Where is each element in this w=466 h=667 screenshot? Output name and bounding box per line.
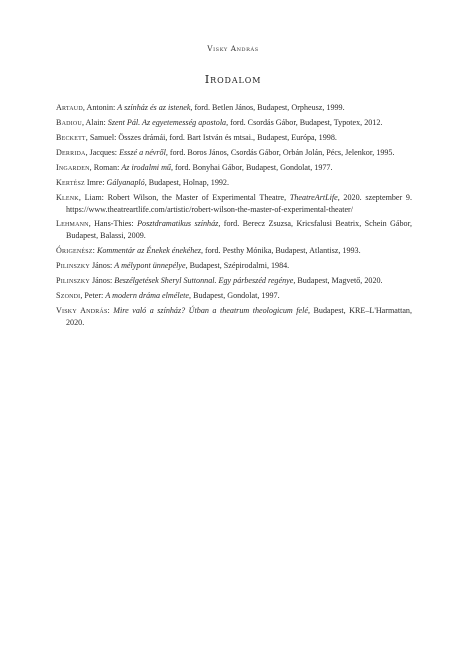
entry-given: János: bbox=[89, 276, 115, 286]
entry-author: Klenk bbox=[56, 192, 79, 202]
entry-given: , Jacques: bbox=[85, 147, 120, 157]
entry-author: Derrida bbox=[56, 147, 86, 157]
entry-rest: , Budapest, KRE–L'Harmattan, 2020. bbox=[66, 306, 412, 327]
entry-title: A színház és az istenek bbox=[117, 103, 191, 112]
entry-rest: , ford. Berecz Zsuzsa, Kricsfalusi Beatrix, Schein Gábor, Budapest, Balassi, 2009. bbox=[66, 219, 412, 241]
entry-author: Visky András bbox=[56, 306, 108, 315]
bibliography-entry bbox=[56, 275, 412, 287]
entry-rest: , Budapest, Holnap, 1992. bbox=[144, 177, 229, 187]
entry-title: Beszélgetések Sheryl Suttonnal. Egy párbeszéd regénye bbox=[114, 276, 294, 286]
bibliography-entry bbox=[56, 245, 412, 257]
entry-author: Beckett bbox=[56, 132, 86, 142]
bibliography-entry bbox=[56, 218, 412, 241]
entry-author: Kertész bbox=[56, 177, 85, 187]
entry-given: Imre: bbox=[84, 177, 107, 187]
entry-rest: , ford. Bonyhai Gábor, Budapest, Gondolat, 1977. bbox=[170, 162, 333, 172]
entry-rest: Robert Wilson, the Master of Experimental Theatre, bbox=[107, 192, 290, 202]
entry-author: Artaud bbox=[56, 103, 83, 112]
entry-given: : bbox=[107, 306, 114, 315]
entry-rest: , ford. Boros János, Csordás Gábor, Orbán Jolán, Pécs, Jelenkor, 1995. bbox=[165, 147, 395, 157]
running-head: Visky András bbox=[207, 44, 259, 53]
bibliography-entry bbox=[56, 102, 412, 114]
entry-author: Pilinszky bbox=[56, 261, 90, 271]
entry-author: Ingarden bbox=[56, 162, 90, 172]
bibliography-entry bbox=[56, 132, 412, 144]
entry-title: Kommentár az Énekek énekéhez bbox=[96, 246, 201, 256]
entry-title: Mire való a színház? Útban a theatrum theologicum felé bbox=[113, 306, 308, 315]
entry-rest: , Budapest, Magvető, 2020. bbox=[293, 276, 383, 286]
bibliography-entry bbox=[56, 305, 412, 328]
bibliography-entry bbox=[56, 162, 412, 174]
entry-given: , Peter: bbox=[80, 291, 106, 301]
entry-rest: , Budapest, Gondolat, 1997. bbox=[189, 291, 280, 301]
entry-journal-title: TheatreArtLife bbox=[289, 192, 338, 202]
entry-title: Posztdramatikus színház bbox=[137, 219, 219, 229]
entry-given: , Liam: bbox=[78, 192, 108, 202]
entry-rest: , ford. Pesthy Mónika, Budapest, Atlantisz, 1993. bbox=[201, 246, 361, 256]
bibliography-list bbox=[56, 102, 412, 332]
entry-author: Szondi bbox=[56, 291, 81, 301]
entry-author: Pilinszky bbox=[56, 276, 90, 286]
entry-author: Lehmann bbox=[56, 219, 89, 229]
entry-title: A mélypont ünnepélye bbox=[114, 261, 186, 271]
entry-rest: , ford. Betlen János, Budapest, Orpheusz, 1999. bbox=[190, 103, 345, 112]
entry-title: A modern dráma elmélete bbox=[105, 291, 190, 301]
entry-rest-url: , 2020. szeptember 9. https://www.theatreartlife.com/artistic/robert-wilson-the-master-of-experimental-theater/ bbox=[66, 192, 412, 214]
bibliography-entry bbox=[56, 260, 412, 272]
entry-title: Az irodalmi mű bbox=[121, 162, 171, 172]
entry-title: Szent Pál. Az egyetemesség apostola bbox=[107, 117, 227, 127]
bibliography-entry bbox=[56, 177, 412, 189]
entry-rest: , ford. Csordás Gábor, Budapest, Typotex, 2012. bbox=[226, 117, 383, 127]
bibliography-entry bbox=[56, 192, 412, 215]
entry-rest: Összes drámái, ford. Bart István és mtsai., Budapest, Európa, 1998. bbox=[118, 132, 337, 142]
entry-author: Órigenész bbox=[56, 246, 93, 256]
section-title: Irodalom bbox=[204, 72, 262, 86]
entry-rest: , Budapest, Szépirodalmi, 1984. bbox=[185, 261, 290, 271]
entry-given: , Antonin: bbox=[82, 103, 118, 112]
entry-given: , Roman: bbox=[89, 162, 122, 172]
entry-title: Esszé a névről bbox=[119, 147, 166, 157]
entry-given: , Alain: bbox=[81, 117, 108, 127]
entry-given: , Hans-Thies: bbox=[88, 219, 138, 229]
bibliography-entry bbox=[56, 147, 412, 159]
bibliography-entry bbox=[56, 117, 412, 129]
entry-given: , Samuel: bbox=[85, 132, 119, 142]
bibliography-entry bbox=[56, 290, 412, 302]
entry-given: János: bbox=[89, 261, 115, 271]
entry-title: Gályanapló bbox=[106, 177, 145, 187]
entry-author: Badiou bbox=[56, 117, 82, 127]
entry-given: : bbox=[92, 246, 97, 256]
